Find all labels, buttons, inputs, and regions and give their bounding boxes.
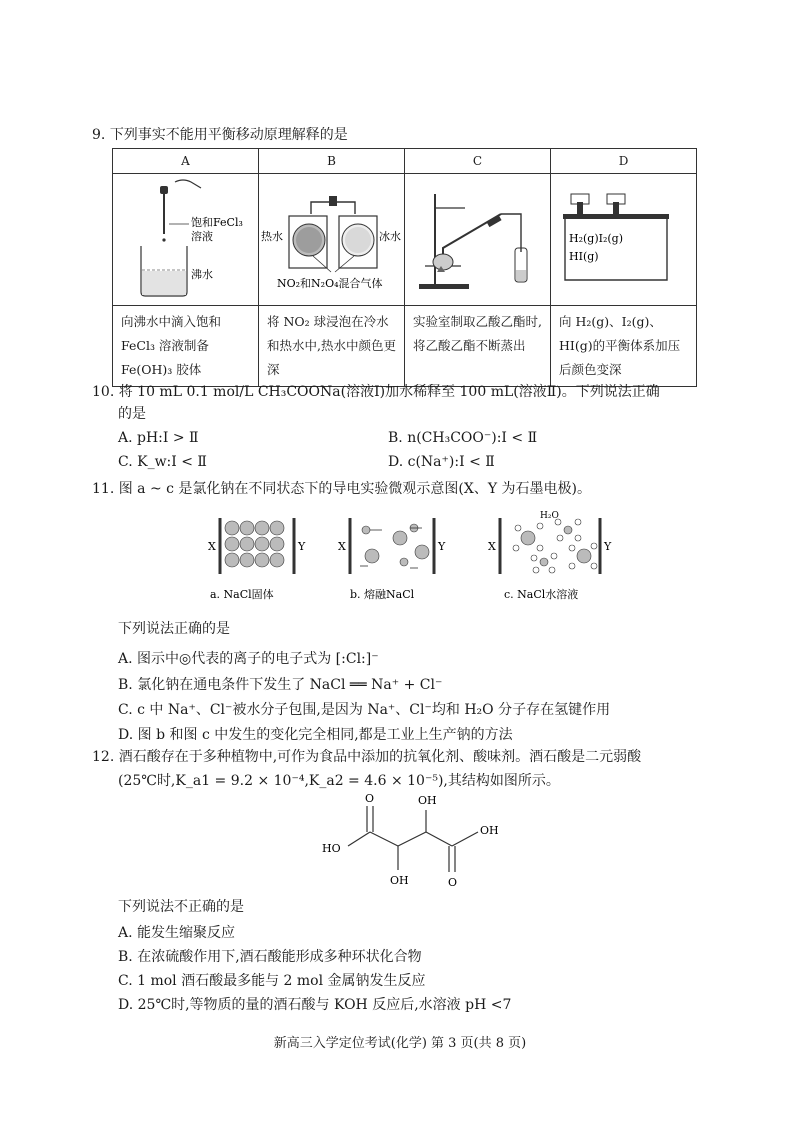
- q12-stem: [92, 746, 732, 768]
- nacl-conduction-figures: [200, 508, 640, 608]
- fecl3-label: 饱和FeCl₃: [191, 216, 243, 229]
- q9-stem-text: 下列事实不能用平衡移动原理解释的是: [109, 127, 348, 143]
- q9-figure-c: [405, 174, 551, 306]
- hot-water-label: 热水: [261, 230, 283, 243]
- q9-figure-a: [113, 174, 259, 306]
- struct-oh-top: OH: [418, 794, 437, 807]
- q11-stem-text: 图 a ~ c 是氯化钠在不同状态下的导电实验微观示意图(X、Y 为石墨电极)。: [118, 481, 592, 497]
- fig-a-x: X: [208, 540, 216, 553]
- q11-number: 11.: [92, 481, 115, 497]
- q12-prompt: 下列说法不正确的是: [118, 899, 244, 915]
- no2-bulbs-diagram: [259, 174, 404, 302]
- q12-option-c: C. 1 mol 酒石酸最多能与 2 mol 金属钠发生反应: [118, 973, 426, 989]
- piston-equilibrium-diagram: [551, 174, 696, 302]
- q9-number: 9.: [92, 127, 106, 143]
- fecl3-dropper-diagram: [113, 174, 258, 302]
- q9-figure-b: [259, 174, 405, 306]
- fig-b-x: X: [338, 540, 346, 553]
- q10-option-b: B. n(CH₃COO⁻):Ⅰ < Ⅱ: [388, 430, 538, 446]
- fig-a-y: Y: [298, 540, 306, 553]
- q12-number: 12.: [92, 749, 115, 765]
- struct-ho-left: HO: [322, 842, 341, 855]
- q9-caption-d: 向 H₂(g)、I₂(g)、HI(g)的平衡体系加压后颜色变深: [551, 306, 697, 387]
- q11-option-a: A. 图示中◎代表的离子的电子式为 [:Cl:]⁻: [118, 651, 379, 667]
- q12-stem-line1: 酒石酸存在于多种植物中,可作为食品中添加的抗氧化剂、酸味剂。酒石酸是二元弱酸: [118, 749, 642, 765]
- struct-oh-right: OH: [480, 824, 499, 837]
- q12-option-a: A. 能发生缩聚反应: [118, 925, 236, 941]
- fig-c-y: Y: [604, 540, 612, 553]
- q9-table: [112, 148, 697, 387]
- figure-c-solution: [488, 511, 612, 601]
- q9-caption-b: 将 NO₂ 球浸泡在冷水和热水中,热水中颜色更深: [259, 306, 405, 387]
- fig-c-caption: c. NaCl水溶液: [504, 588, 579, 601]
- fig-b-y: Y: [438, 540, 446, 553]
- gas-mixture-label: NO₂和N₂O₄混合气体: [277, 277, 383, 290]
- q12-option-b: B. 在浓硫酸作用下,酒石酸能形成多种环状化合物: [118, 949, 422, 965]
- q9-header-c: C: [405, 149, 551, 174]
- q11-prompt: 下列说法正确的是: [118, 621, 230, 637]
- q9-caption-c: 实验室制取乙酸乙酯时,将乙酸乙酯不断蒸出: [405, 306, 551, 387]
- q9-header-a: A: [113, 149, 259, 174]
- water-molecule-label: H₂O: [540, 511, 559, 521]
- q9-header-b: B: [259, 149, 405, 174]
- fecl3-label-2: 溶液: [191, 230, 213, 243]
- q11-option-c: C. c 中 Na⁺、Cl⁻被水分子包围,是因为 Na⁺、Cl⁻均和 H₂O 分子存在氢键作用: [118, 702, 611, 718]
- q11-stem: [92, 478, 732, 500]
- q10-stem-line2: 的是: [118, 406, 146, 422]
- q10-option-d: D. c(Na⁺):Ⅰ < Ⅱ: [388, 454, 495, 470]
- struct-o-top: O: [365, 792, 375, 805]
- q11-option-d: D. 图 b 和图 c 中发生的变化完全相同,都是工业上生产钠的方法: [118, 727, 513, 743]
- page-footer: 新高三入学定位考试(化学) 第 3 页(共 8 页): [273, 1036, 527, 1051]
- fig-b-caption: b. 熔融NaCl: [350, 588, 415, 601]
- q10-option-c: C. K_w:Ⅰ < Ⅱ: [118, 454, 207, 470]
- struct-o-bottom: O: [448, 876, 458, 889]
- q9-figure-d: [551, 174, 697, 306]
- figure-b-molten: [338, 518, 446, 601]
- ice-water-label: 冰水: [379, 230, 401, 243]
- q11-option-b: B. 氯化钠在通电条件下发生了 NaCl ══ Na⁺ + Cl⁻: [118, 677, 443, 693]
- q9-stem: [92, 124, 348, 146]
- fig-a-caption: a. NaCl固体: [210, 588, 274, 601]
- ester-distillation-diagram: [405, 174, 550, 302]
- fig-c-x: X: [488, 540, 496, 553]
- d-label-line2: HI(g): [569, 250, 599, 263]
- q10-stem-line1: 将 10 mL 0.1 mol/L CH₃COONa(溶液Ⅰ)加水稀释至 100 mL(溶液Ⅱ)。下列说法正确: [118, 384, 660, 400]
- boiling-water-label: 沸水: [191, 268, 213, 281]
- q9-caption-a: 向沸水中滴入饱和 FeCl₃ 溶液制备 Fe(OH)₃ 胶体: [113, 306, 259, 387]
- q10-option-a: A. pH:Ⅰ > Ⅱ: [118, 430, 199, 446]
- q9-header-d: D: [551, 149, 697, 174]
- q12-stem-line2: (25℃时,K_a1 = 9.2 × 10⁻⁴,K_a2 = 4.6 × 10⁻⁵),其结构如图所示。: [118, 773, 560, 789]
- q10-stem: [92, 381, 712, 403]
- struct-oh-bottom: OH: [390, 874, 409, 887]
- figure-a-solid: [208, 518, 306, 601]
- q12-option-d: D. 25℃时,等物质的量的酒石酸与 KOH 反应后,水溶液 pH <7: [118, 997, 512, 1013]
- d-label-line1: H₂(g)I₂(g): [569, 232, 624, 245]
- q10-number: 10.: [92, 384, 115, 400]
- tartaric-acid-structure: [318, 790, 518, 890]
